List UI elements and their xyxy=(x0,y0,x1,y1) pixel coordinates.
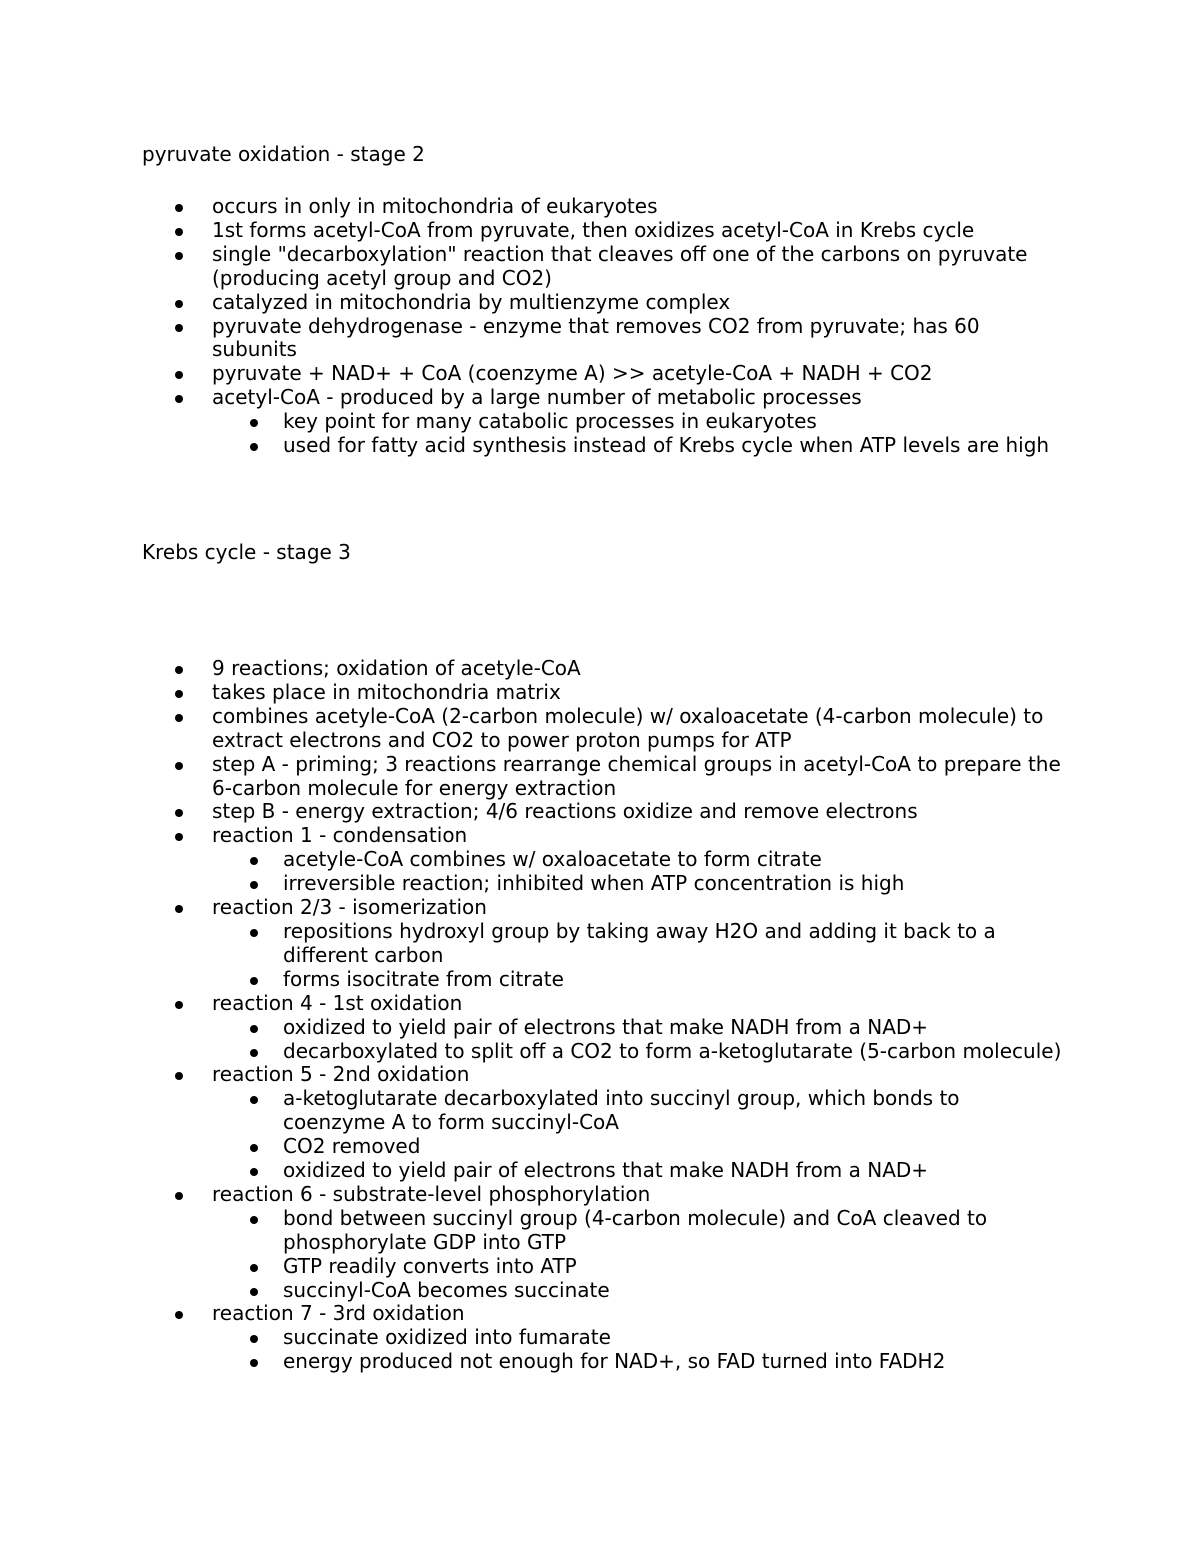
list-item-text: succinyl-CoA becomes succinate xyxy=(283,1277,610,1302)
bullet-icon xyxy=(175,395,183,403)
list-item-text: key point for many catabolic processes in eukaryotes xyxy=(283,409,817,434)
list-item-text: reaction 5 - 2nd oxidation xyxy=(212,1062,470,1087)
bullet-icon xyxy=(250,1168,258,1176)
list-item xyxy=(0,1302,1062,1326)
bullet-icon xyxy=(250,857,258,865)
list-item-text: reaction 1 - condensation xyxy=(212,823,468,848)
list-item-text: single "decarboxylation" reaction that cleaves off one of the carbons on pyruvate (producing acetyl group and CO2) xyxy=(212,241,1028,290)
list-item-text: reaction 6 - substrate-level phosphorylation xyxy=(212,1181,651,1206)
list-item xyxy=(0,824,1062,848)
bullet-icon xyxy=(175,204,183,212)
bullet-icon xyxy=(175,1001,183,1009)
list-item xyxy=(0,800,1062,824)
list-item-text: CO2 removed xyxy=(283,1134,421,1159)
list-item-text: used for fatty acid synthesis instead of Krebs cycle when ATP levels are high xyxy=(283,433,1050,458)
list-item xyxy=(0,291,1062,315)
bullet-icon xyxy=(175,762,183,770)
sub-list-item xyxy=(0,434,1068,458)
sub-list-item xyxy=(0,1350,1068,1374)
list-item-text: irreversible reaction; inhibited when ATP concentration is high xyxy=(283,871,905,896)
list-item xyxy=(0,705,1062,753)
list-item xyxy=(0,362,1062,386)
bullet-icon xyxy=(250,977,258,985)
bullet-icon xyxy=(250,1025,258,1033)
bullet-icon xyxy=(175,809,183,817)
list-item-text: pyruvate + NAD+ + CoA (coenzyme A) >> acetyle-CoA + NADH + CO2 xyxy=(212,361,933,386)
bullet-icon xyxy=(175,666,183,674)
list-item-text: catalyzed in mitochondria by multienzyme complex xyxy=(212,289,731,314)
bullet-icon xyxy=(250,1335,258,1343)
list-item-text: GTP readily converts into ATP xyxy=(283,1253,577,1278)
list-item-text: bond between succinyl group (4-carbon molecule) and CoA cleaved to phosphorylate GDP into GTP xyxy=(283,1205,988,1254)
bullet-icon xyxy=(175,371,183,379)
bullet-icon xyxy=(250,443,258,451)
bullet-icon xyxy=(175,905,183,913)
list-item xyxy=(0,1183,1062,1207)
list-item xyxy=(0,681,1062,705)
krebs-cycle-list xyxy=(0,657,1200,1374)
list-item xyxy=(0,243,1062,291)
bullet-icon xyxy=(250,881,258,889)
sub-list-item xyxy=(0,1040,1068,1064)
list-item-text: reaction 2/3 - isomerization xyxy=(212,895,487,920)
sub-list-item xyxy=(0,1135,1068,1159)
list-item xyxy=(0,315,1062,363)
bullet-icon xyxy=(250,929,258,937)
sub-list-item xyxy=(0,1255,1068,1279)
section-heading-pyruvate-oxidation: pyruvate oxidation - stage 2 xyxy=(142,142,425,166)
bullet-icon xyxy=(250,1288,258,1296)
bullet-icon xyxy=(175,1072,183,1080)
list-item xyxy=(0,386,1062,410)
sub-list-item xyxy=(0,1087,1068,1135)
list-item xyxy=(0,753,1062,801)
sub-list-item xyxy=(0,410,1068,434)
bullet-icon xyxy=(175,1192,183,1200)
bullet-icon xyxy=(175,690,183,698)
bullet-icon xyxy=(175,324,183,332)
list-item-text: takes place in mitochondria matrix xyxy=(212,679,561,704)
list-item-text: energy produced not enough for NAD+, so FAD turned into FADH2 xyxy=(283,1349,946,1374)
list-item-text: a-ketoglutarate decarboxylated into succinyl group, which bonds to coenzyme A to form succinyl-CoA xyxy=(283,1086,960,1135)
sub-list-item xyxy=(0,872,1068,896)
list-item-text: pyruvate dehydrogenase - enzyme that removes CO2 from pyruvate; has 60 subunits xyxy=(212,313,980,362)
list-item-text: forms isocitrate from citrate xyxy=(283,966,564,991)
list-item xyxy=(0,195,1062,219)
list-item-text: acetyle-CoA combines w/ oxaloacetate to form citrate xyxy=(283,847,822,872)
bullet-icon xyxy=(250,1144,258,1152)
pyruvate-oxidation-list xyxy=(0,195,1200,458)
bullet-icon xyxy=(175,228,183,236)
section-heading-krebs-cycle: Krebs cycle - stage 3 xyxy=(142,540,351,564)
bullet-icon xyxy=(175,833,183,841)
sub-list-item xyxy=(0,920,1068,968)
list-item-text: 1st forms acetyl-CoA from pyruvate, then oxidizes acetyl-CoA in Krebs cycle xyxy=(212,217,975,242)
list-item xyxy=(0,219,1062,243)
list-item-text: step B - energy extraction; 4/6 reactions oxidize and remove electrons xyxy=(212,799,918,824)
bullet-icon xyxy=(250,1264,258,1272)
list-item-text: acetyl-CoA - produced by a large number of metabolic processes xyxy=(212,385,862,410)
sub-list-item xyxy=(0,1279,1068,1303)
bullet-icon xyxy=(175,300,183,308)
bullet-icon xyxy=(250,419,258,427)
list-item xyxy=(0,657,1062,681)
list-item-text: reaction 4 - 1st oxidation xyxy=(212,990,463,1015)
list-item-text: occurs in only in mitochondria of eukaryotes xyxy=(212,194,658,218)
list-item xyxy=(0,1063,1062,1087)
sub-list-item xyxy=(0,968,1068,992)
list-item-text: decarboxylated to split off a CO2 to form a-ketoglutarate (5-carbon molecule) xyxy=(283,1038,1062,1063)
list-item-text: 9 reactions; oxidation of acetyle-CoA xyxy=(212,656,581,680)
list-item-text: oxidized to yield pair of electrons that make NADH from a NAD+ xyxy=(283,1014,929,1039)
list-item xyxy=(0,896,1062,920)
bullet-icon xyxy=(175,1311,183,1319)
bullet-icon xyxy=(175,714,183,722)
sub-list-item xyxy=(0,1207,1068,1255)
list-item-text: step A - priming; 3 reactions rearrange chemical groups in acetyl-CoA to prepare the 6-carbon molecule for energy extraction xyxy=(212,751,1061,800)
bullet-icon xyxy=(250,1359,258,1367)
bullet-icon xyxy=(250,1096,258,1104)
sub-list-item xyxy=(0,848,1068,872)
list-item-text: succinate oxidized into fumarate xyxy=(283,1325,611,1350)
list-item xyxy=(0,992,1062,1016)
bullet-icon xyxy=(250,1049,258,1057)
list-item-text: combines acetyle-CoA (2-carbon molecule) w/ oxaloacetate (4-carbon molecule) to extract electrons and CO2 to power proton pumps for ATP xyxy=(212,703,1044,752)
bullet-icon xyxy=(175,252,183,260)
list-item-text: reaction 7 - 3rd oxidation xyxy=(212,1301,465,1326)
sub-list-item xyxy=(0,1159,1068,1183)
sub-list-item xyxy=(0,1326,1068,1350)
sub-list-item xyxy=(0,1016,1068,1040)
bullet-icon xyxy=(250,1216,258,1224)
list-item-text: repositions hydroxyl group by taking away H2O and adding it back to a different carbon xyxy=(283,918,996,967)
list-item-text: oxidized to yield pair of electrons that make NADH from a NAD+ xyxy=(283,1158,929,1183)
